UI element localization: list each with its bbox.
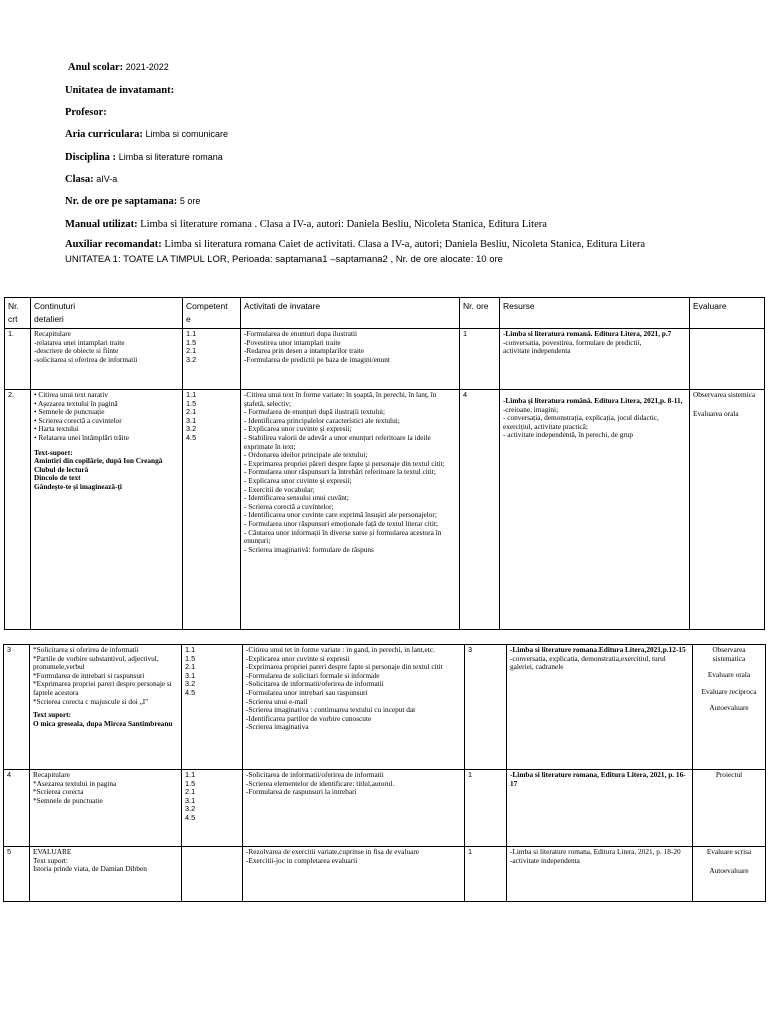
row-competente: 1.1 1.5 2.1 3.2: [183, 329, 241, 390]
teacher-label: Profesor:: [65, 107, 107, 118]
header-competente: Competent e: [183, 298, 241, 329]
row-nr: 3: [4, 645, 30, 770]
auxiliary-line: [65, 238, 645, 251]
row-resurse: -Limba si literature romana.Editura Litera,2021,p.12-15 -conversatia, explicatia, demonstratia,exercitiul, turul galeriei, cadranele: [507, 645, 693, 770]
row-evaluare: [690, 329, 765, 390]
table-row: [4, 770, 766, 847]
hours-per-week-line: [65, 195, 200, 208]
curricular-area-value: Limba si comunicare: [145, 129, 229, 139]
header-activitati: Activitati de invatare: [241, 298, 460, 329]
header-resurse: Resurse: [500, 298, 690, 329]
row-ore: 3: [465, 645, 507, 770]
textbook-value: Limba si literature romana . Clasa a IV-a, autori: Daniela Besliu, Nicoleta Stanica, Editura Litera: [140, 219, 547, 230]
row-nr: 5: [4, 847, 30, 902]
row-resurse: -Limba și literatura română. Editura Litera, 2021,p. 8-11, -creioane, imagini; - conversația, demonstrația, explicația, jocul didactic, exercițiul, activitate practică; - activitate independentă, în perechi, de grup: [500, 390, 690, 630]
table-row: [5, 390, 765, 630]
row-nr: 2.: [5, 390, 31, 630]
table-row: [4, 645, 766, 770]
discipline-line: [65, 151, 223, 164]
auxiliary-value: Limba si literatura romana Caiet de activitati. Clasa a IV-a, autori; Daniela Besliu, Nicoleta Stanica, Editura Litera: [164, 239, 646, 250]
school-unit-label: Unitatea de invatamant:: [65, 85, 175, 96]
row-ore: 4: [460, 390, 500, 630]
curricular-area-label: Aria curriculara:: [65, 129, 143, 140]
row-continuturi: *Solicitarea si oferirea de informatii *Partile de vorbire substantivul, adjectivul, pronumele,verbul *Formularea de intrebari si raspunsuri *Exprimarea propriei pareri despre personaje si faptele acestora *Scrierea corecta c majuscule si doi „I" Text suport: O mica greseala, dupa Mircea Santimbreanu: [30, 645, 182, 770]
row-competente: [182, 847, 243, 902]
row-activitati: -Citirea unui tet in forme variate : in gand, in perechi, in lant,etc. -Explicarea unor cuvinte si expresii -Exprimarea propriei pareri despre fapte si personaje din textul citit -Formularea de solicitari formale si informale -Solicitarea de informatii/oferirea de informatii -Formularea unor intrebari sau raspunsuri -Scrierea unui e-mail -Scrierea imaginativa : continuarea textului cu inceput dat -Identificarea partilor de vorbire cunoscute -Scrierea imaginativa: [243, 645, 465, 770]
row-competente: 1.1 1.5 2.1 3.1 3.2 4.5: [182, 770, 243, 847]
school-year-line: [68, 61, 169, 74]
row-nr: 4: [4, 770, 30, 847]
row-activitati: -Formularea de enunturi dupa ilustratii -Povestirea unor intamplari traite -Redarea prin desen a intamplarilor traite -Formularea de predictii pe baza de imagini/enunt: [241, 329, 460, 390]
header-continuturi: Continuturi detalieri: [31, 298, 183, 329]
header-evaluare: Evaluare: [690, 298, 765, 329]
textbook-line: [65, 218, 547, 231]
row-continuturi: EVALUARE Text suport: Istoria prinde viata, de Damian Dibben: [30, 847, 182, 902]
school-unit-line: [65, 84, 174, 97]
row-competente: 1.1 1.5 2.1 3.1 3.2 4.5: [182, 645, 243, 770]
auxiliary-label: Auxiliar recomandat:: [65, 239, 162, 250]
row-continuturi: Recapitulare *Asezarea textului in pagina *Scrierea corecta *Semnele de punctuatie: [30, 770, 182, 847]
row-evaluare: Proiectul: [693, 770, 766, 847]
row-continuturi: • Citirea unui text narativ • Așezarea textului în pagină • Semnele de punctuație • Scrierea corectă a cuvintelor • Harta textului • Relatarea unei întâmplări trăite Text-suport: Amintiri din copilărie, după Ion Creangă Clubul de lectură Dincolo de text Gândește-te și imaginează-ți: [31, 390, 183, 630]
row-evaluare: Observarea sistemica Evaluarea orala: [690, 390, 765, 630]
textbook-label: Manual utilizat:: [65, 219, 138, 230]
table-row: [5, 329, 765, 390]
row-activitati: -Rezolvarea de exercitii variate,cuprinse in fisa de evaluare -Exercitii-joc in completarea evaluarii: [243, 847, 465, 902]
row-ore: 1: [465, 770, 507, 847]
school-year-label: Anul scolar:: [68, 62, 124, 73]
row-continuturi: Recapitulare -relatarea unei intamplari traite -descriere de obiecte si fiinte -solicitarea si oferirea de informatii: [31, 329, 183, 390]
class-label: Clasa:: [65, 174, 94, 185]
discipline-label: Disciplina :: [65, 152, 117, 163]
planning-table-1: [4, 297, 765, 630]
row-nr: 1.: [5, 329, 31, 390]
row-ore: 1: [465, 847, 507, 902]
row-competente: 1.1 1.5 2.1 3.1 3.2 4.5: [183, 390, 241, 630]
row-evaluare: Observarea sistematica Evaluare orala Evaluare reciproca Autoevaluare: [693, 645, 766, 770]
hours-per-week-label: Nr. de ore pe saptamana:: [65, 196, 178, 207]
row-resurse: -Limba si literature romana, Editura Litera, 2021, p. 16-17: [507, 770, 693, 847]
teacher-line: [65, 106, 107, 119]
row-resurse: -Limba si literature romana, Editura Litera, 2021, p. 18-20 -activitate independenta: [507, 847, 693, 902]
table-row: [4, 847, 766, 902]
header-nr: Nr. crt: [5, 298, 31, 329]
discipline-value: Limba si literature romana: [118, 152, 223, 162]
row-resurse: -Limba si literatura romană. Editura Litera, 2021, p.7 -conversatia, povestirea, formulare de predictii, activitate independenta: [500, 329, 690, 390]
school-year-value: 2021-2022: [125, 62, 169, 72]
row-evaluare: Evaluare scrisa Autoevaluare: [693, 847, 766, 902]
header-nr-ore: Nr. ore: [460, 298, 500, 329]
row-activitati: -Citirea unui text în forme variate: în șoaptă, în perechi, în lanț, în ștafetă, selectiv; - Formularea de enunțuri după ilustrații textului; - Identificarea principalelor caracteristici ale textului; - Explicarea unor cuvinte și expresii; - Stabilirea valorii de adevăr a unor enunțuri referitoare la ideile exprimate în text; - Ordonarea ideilor principale ale textului; - Exprimarea propriei păreri despre fapte și personaje din textul citit; - Formularea unor răspunsuri la întrebări referitoare la textul citit; - Explicarea unor cuvinte și expresii; - Exercitii de vocabular; - Identificarea sensului unui cuvânt; - Scrierea corectă a cuvintelor; - Identificarea unor cuvinte care exprimă însușiri ale personajelor; - Formularea unor răspunsuri emoționale față de textul literar citit; - Căutarea unor informații în diverse surse și formularea acestora în enunțuri; - Scrierea imaginativă: formulare de răspuns: [241, 390, 460, 630]
unit-line: [65, 253, 503, 266]
row-activitati: -Solicitarea de informatii/oferirea de informatii -Scrierea elementelor de identificare: titlul,autorul. -Formularea de raspunsuri la intrebari: [243, 770, 465, 847]
class-value: aIV-a: [96, 174, 118, 184]
table-header-row: [5, 298, 765, 329]
planning-table-2: [3, 644, 766, 902]
curricular-area-line: [65, 128, 228, 141]
row-ore: 1: [460, 329, 500, 390]
hours-per-week-value: 5 ore: [179, 196, 201, 206]
unit-value: UNITATEA 1: TOATE LA TIMPUL LOR, Perioada: saptamana1 –saptamana2 , Nr. de ore alocate: 10 ore: [65, 254, 503, 265]
class-line: [65, 173, 117, 186]
